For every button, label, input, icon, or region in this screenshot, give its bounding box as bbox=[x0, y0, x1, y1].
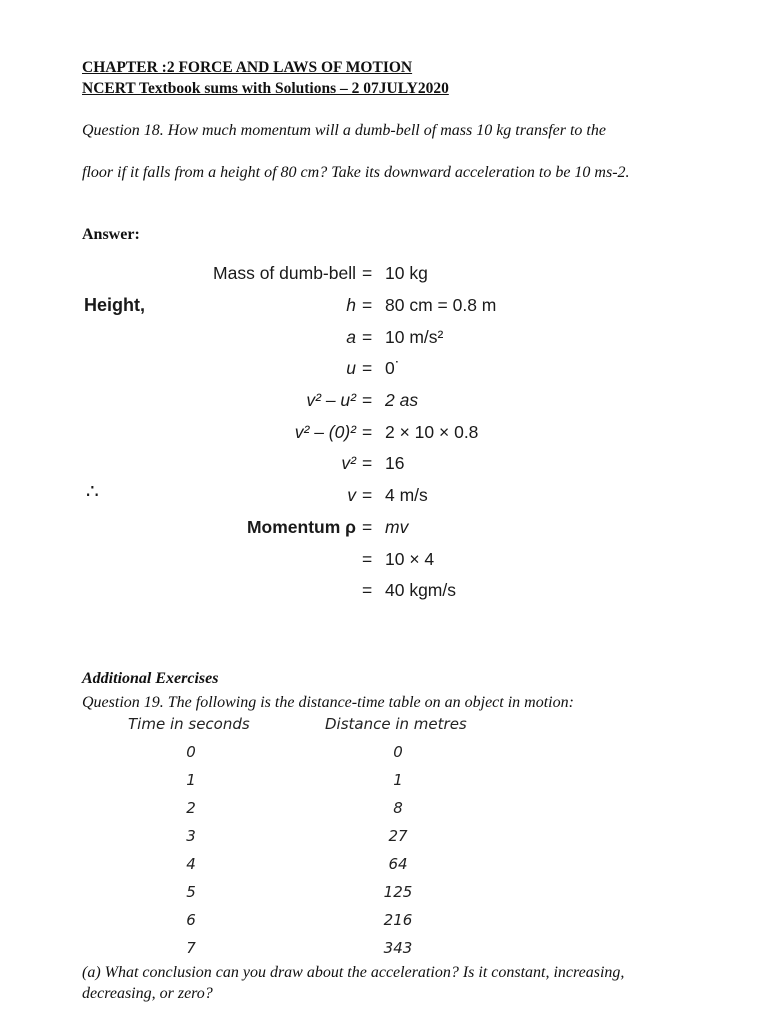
solution-row-left: v bbox=[347, 485, 356, 505]
table-cell-time: 5 bbox=[186, 883, 196, 901]
solution-row-right: 10 kg bbox=[385, 263, 428, 283]
solution-row-right: 4 m/s bbox=[385, 485, 428, 505]
equals-sign: = bbox=[362, 327, 373, 347]
table-cell-distance: 1 bbox=[393, 771, 403, 789]
equals-sign: = bbox=[362, 263, 373, 283]
solution-row-right: 2 × 10 × 0.8 bbox=[385, 422, 479, 442]
question-18-line-1: Question 18. How much momentum will a dumb-bell of mass 10 kg transfer to the bbox=[82, 122, 606, 139]
solution-row-height bbox=[0, 295, 768, 321]
solution-row-left: v² – (0)² bbox=[294, 422, 356, 442]
question-19-text: Question 19. The following is the distance-time table on an object in motion: bbox=[82, 694, 574, 711]
solution-row-product bbox=[0, 549, 768, 575]
solution-row-left: v² bbox=[341, 453, 356, 473]
solution-row-left: u bbox=[346, 358, 356, 378]
table-cell-distance: 8 bbox=[393, 799, 403, 817]
table-cell-time: 1 bbox=[186, 771, 196, 789]
table-cell-time: 0 bbox=[186, 743, 196, 761]
table-cell-distance: 216 bbox=[383, 911, 413, 929]
answer-label: Answer: bbox=[82, 226, 140, 243]
solution-row-right: 10 × 4 bbox=[385, 549, 435, 569]
solution-row-substitution bbox=[0, 422, 768, 448]
equals-sign: = bbox=[362, 295, 373, 315]
equals-sign: = bbox=[362, 485, 373, 505]
table-cell-time: 4 bbox=[186, 855, 196, 873]
chapter-title: CHAPTER :2 FORCE AND LAWS OF MOTION bbox=[82, 59, 413, 76]
table-cell-time: 2 bbox=[186, 799, 196, 817]
table-cell-distance: 0 bbox=[393, 743, 403, 761]
solution-row-v-squared bbox=[0, 453, 768, 479]
solution-row-equation bbox=[0, 390, 768, 416]
solution-row-right: 2 as bbox=[385, 390, 419, 410]
table-cell-time: 3 bbox=[186, 827, 196, 845]
table-cell-time: 7 bbox=[186, 939, 196, 957]
question-18-line-2: floor if it falls from a height of 80 cm? Take its downward acceleration to be 10 ms-2. bbox=[82, 164, 630, 181]
equals-sign: = bbox=[362, 422, 373, 442]
equals-sign: = bbox=[362, 549, 373, 569]
solution-row-left: v² – u² bbox=[306, 390, 356, 410]
solution-row-mass bbox=[0, 263, 768, 289]
solution-row-final-velocity bbox=[0, 481, 768, 511]
document-subtitle: NCERT Textbook sums with Solutions – 2 07JULY2020 bbox=[82, 80, 449, 97]
solution-row-left: h bbox=[346, 295, 356, 315]
equals-sign: = bbox=[362, 580, 373, 600]
table-cell-distance: 125 bbox=[383, 883, 413, 901]
table-cell-distance: 27 bbox=[388, 827, 408, 845]
table-cell-distance: 343 bbox=[383, 939, 413, 957]
solution-row-right: 10 m/s² bbox=[385, 327, 444, 347]
table-cell-distance: 64 bbox=[388, 855, 408, 873]
table-header-distance: Distance in metres bbox=[325, 715, 467, 733]
height-label: Height, bbox=[84, 295, 145, 315]
solution-row-initial-velocity bbox=[0, 358, 768, 384]
solution-row-right: mv bbox=[385, 517, 409, 537]
solution-row-result bbox=[0, 580, 768, 606]
solution-row-left: a bbox=[346, 327, 356, 347]
solution-row-right: 16 bbox=[385, 453, 405, 473]
solution-row-momentum bbox=[0, 517, 768, 543]
equals-sign: = bbox=[362, 517, 373, 537]
equals-sign: = bbox=[362, 358, 373, 378]
additional-exercises-title: Additional Exercises bbox=[82, 670, 219, 687]
solution-row-right: 40 kgm/s bbox=[385, 580, 456, 600]
equals-sign: = bbox=[362, 453, 373, 473]
equals-sign: = bbox=[362, 390, 373, 410]
therefore-symbol: ∴ bbox=[86, 481, 99, 503]
solution-row-right: 80 cm = 0.8 m bbox=[385, 295, 497, 315]
question-19-part-a: (a) What conclusion can you draw about the acceleration? Is it constant, increasing, decreasing, or zero? bbox=[82, 964, 625, 1002]
table-header-time: Time in seconds bbox=[128, 715, 250, 733]
solution-row-left: Mass of dumb-bell bbox=[213, 263, 356, 283]
table-cell-time: 6 bbox=[186, 911, 196, 929]
solution-row-acceleration bbox=[0, 327, 768, 353]
solution-row-left: Momentum ρ bbox=[246, 517, 356, 537]
solution-row-right: 0˙ bbox=[385, 358, 401, 378]
